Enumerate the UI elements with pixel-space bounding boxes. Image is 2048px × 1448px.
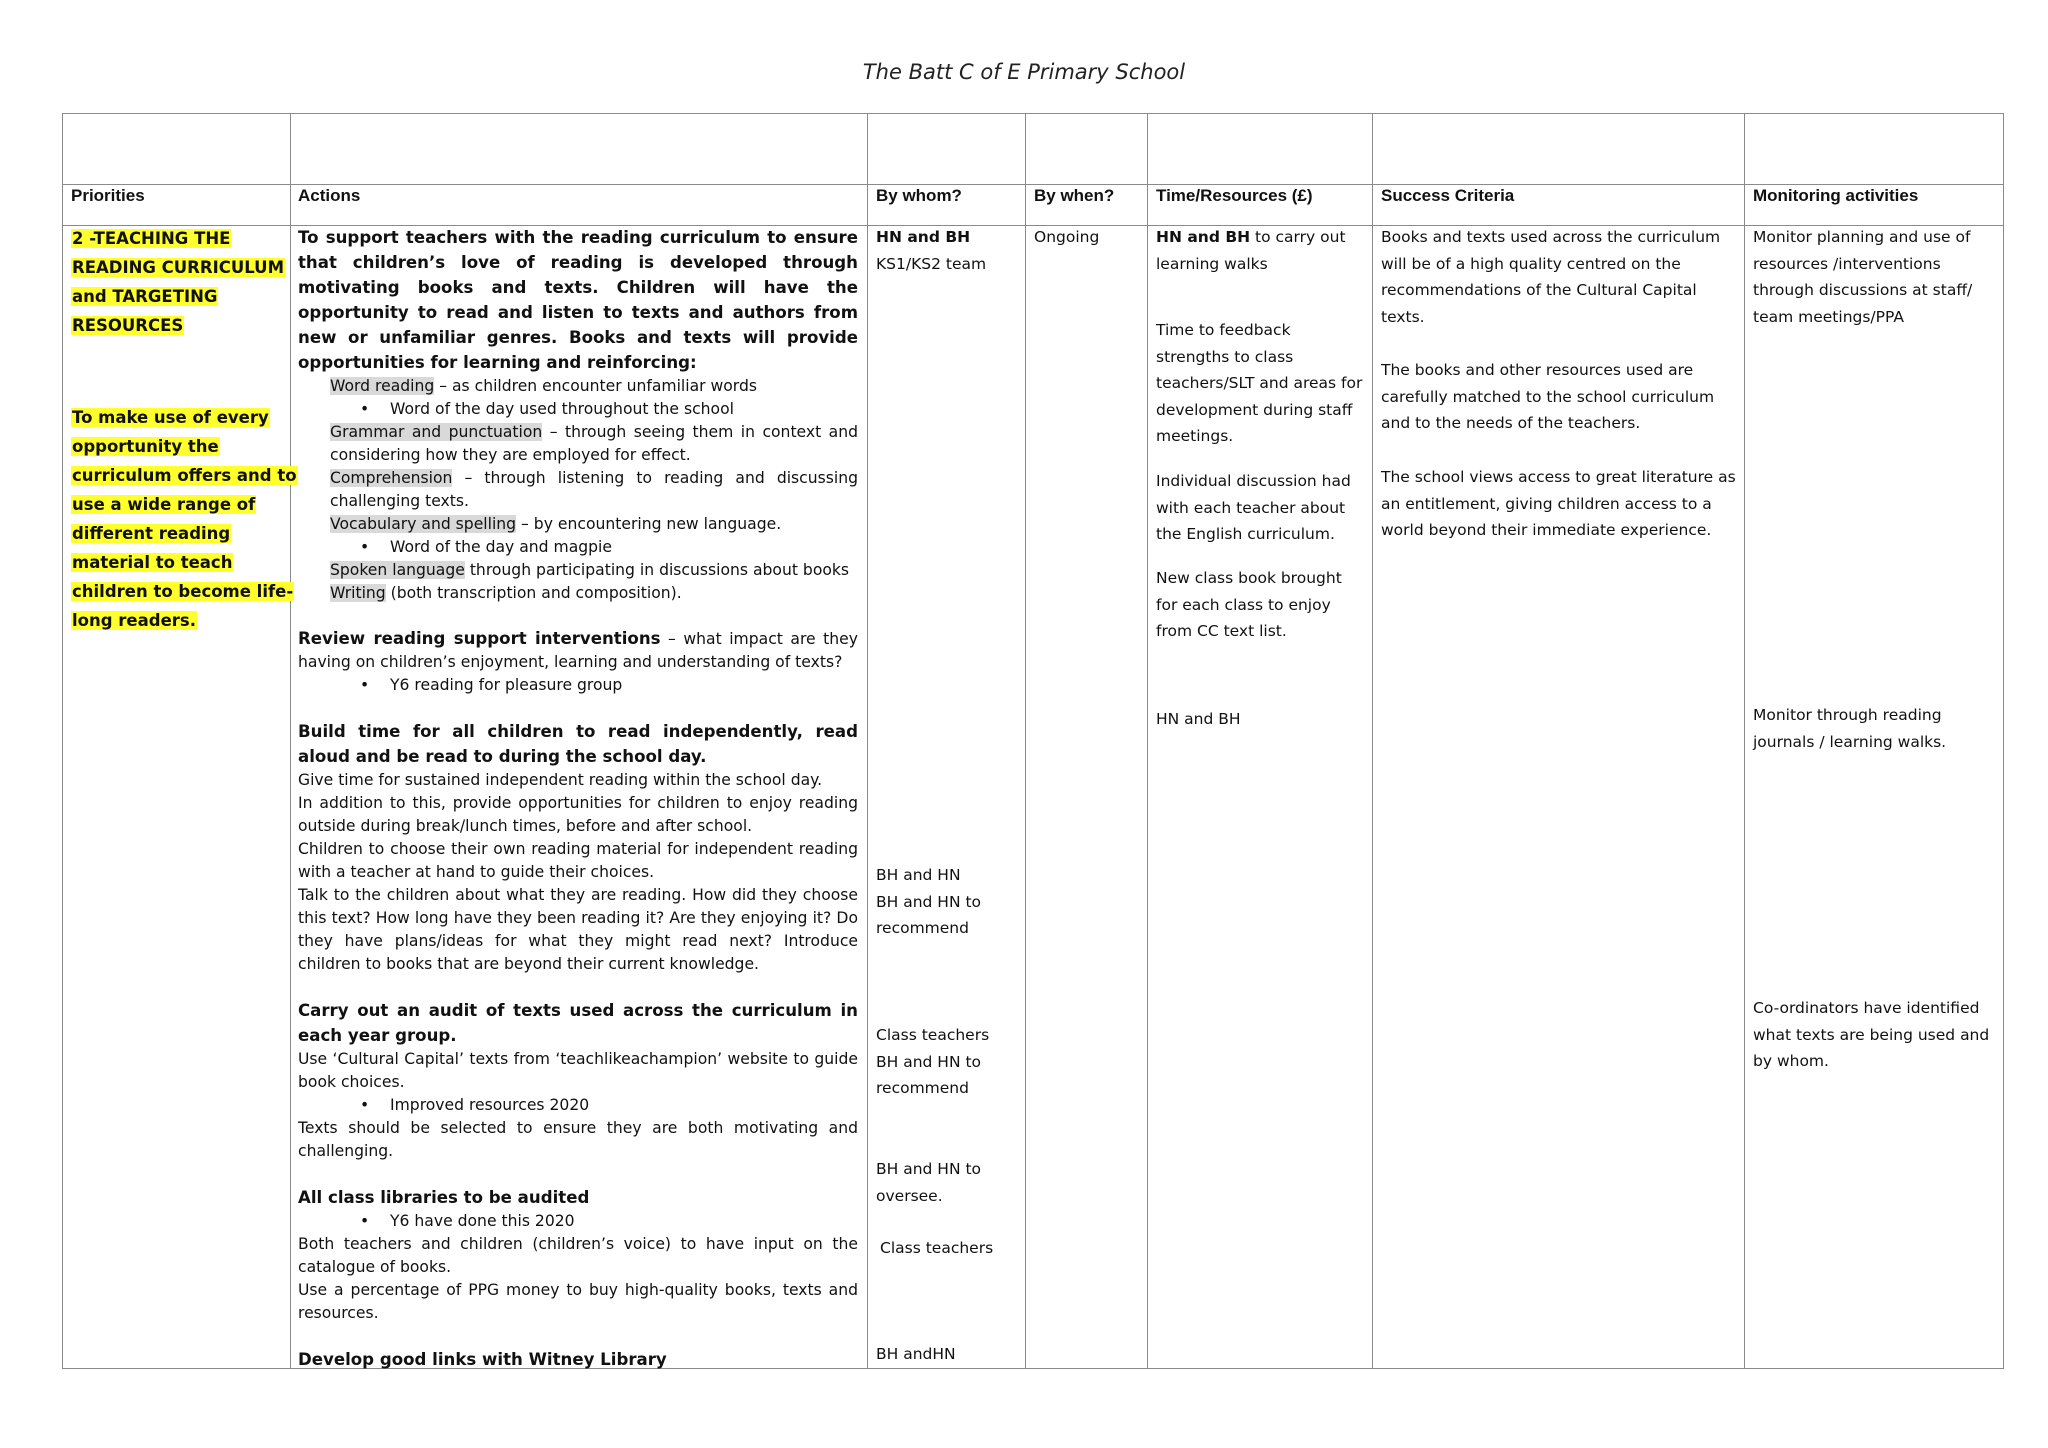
by-whom-cell-5 xyxy=(880,1235,993,1262)
by-whom-text: recommend xyxy=(876,919,969,937)
priority-heading xyxy=(71,224,285,340)
resource-text: Time to feedback xyxy=(1156,321,1291,339)
action-heading: Review reading support interventions xyxy=(298,629,661,648)
header-monitoring: Monitoring activities xyxy=(1753,186,1919,205)
resource-detail: to carry out xyxy=(1250,228,1346,246)
header-success-criteria: Success Criteria xyxy=(1381,186,1515,205)
header-by-whom: By whom? xyxy=(876,186,962,205)
criteria-text: world beyond their immediate experience. xyxy=(1381,521,1712,539)
criteria-text: The books and other resources used are xyxy=(1381,361,1694,379)
by-whom-text: HN and BH xyxy=(876,228,971,246)
criteria-text: carefully matched to the school curriculum xyxy=(1381,387,1715,406)
resource-owner: HN and BH xyxy=(1156,228,1251,246)
by-whom-cell-6 xyxy=(876,1341,956,1368)
resources-feedback xyxy=(1156,317,1362,450)
actions-intro: To support teachers with the reading curriculum to ensure that children’s love of reading is developed through motivating books and texts. Children will have the opportunity to read and listen to texts and authors from new or unfamiliar genres. Books and texts will provide opportunities for learning and reinforcing: xyxy=(298,228,858,372)
skill-label: Writing xyxy=(330,584,386,602)
column-divider xyxy=(1147,114,1148,1368)
resource-text: from CC text list. xyxy=(1156,622,1287,640)
action-text: In addition to this, provide opportunities for children to enjoy reading outside during break/lunch times, before and after school. xyxy=(298,794,858,835)
action-text: Talk to the children about what they are reading. How did they choose this text? How long have they been reading it? Are they enjoying it? Do they have plans/ideas for what they might read next? Introduce children to books that are beyond their current knowledge. xyxy=(298,886,858,973)
bullet-item xyxy=(362,674,858,697)
priority-heading-line: 2 -TEACHING THE xyxy=(72,229,231,248)
header-priorities: Priorities xyxy=(71,186,145,205)
header-time-resources: Time/Resources (£) xyxy=(1156,186,1313,205)
column-divider xyxy=(1744,114,1745,1368)
by-whom-text: Class teachers xyxy=(880,1239,994,1257)
criteria-text: The school views access to great literature as xyxy=(1381,468,1736,486)
criteria-text: and to the needs of the teachers. xyxy=(1381,414,1641,432)
resource-text: the English curriculum. xyxy=(1156,525,1335,543)
resources-discussion xyxy=(1156,468,1351,548)
bullet-text: Improved resources 2020 xyxy=(390,1096,590,1114)
action-item-comprehension xyxy=(330,467,858,513)
action-heading-libraries: All class libraries to be audited xyxy=(298,1188,590,1207)
resource-text: teachers/SLT and areas for xyxy=(1156,374,1363,392)
skill-label: Comprehension xyxy=(330,469,453,487)
by-whom-cell-2 xyxy=(876,862,981,942)
monitoring-text: journals / learning walks. xyxy=(1753,732,1947,751)
priority-heading-line: and TARGETING xyxy=(72,287,218,306)
resource-text xyxy=(1156,224,1346,251)
row-divider xyxy=(63,184,2003,185)
bullet-item xyxy=(362,1210,858,1233)
skill-text: – through seeing them in context and considering how they are employed for effect. xyxy=(330,423,858,464)
monitoring-text: through discussions at staff/ xyxy=(1753,281,1973,299)
skill-label: Grammar and punctuation xyxy=(330,423,543,441)
action-text: Use a percentage of PPG money to buy high-quality books, texts and resources. xyxy=(298,1281,858,1322)
action-heading-witney: Develop good links with Witney Library xyxy=(298,1350,667,1369)
monitoring-text: Monitor planning and use of xyxy=(1753,228,1971,246)
action-text: – what impact are they having on children’s enjoyment, learning and understanding of texts? xyxy=(298,630,858,671)
bullet-text: Word of the day and magpie xyxy=(390,538,612,556)
priority-aim-line: curriculum offers and to xyxy=(72,466,297,485)
bullet-item xyxy=(362,398,858,421)
by-whom-cell-4 xyxy=(876,1156,981,1209)
priority-aim-line: long readers. xyxy=(72,611,196,630)
resource-text: learning walks xyxy=(1156,254,1268,273)
by-when-cell xyxy=(1034,224,1099,251)
by-whom-text: BH and HN xyxy=(876,866,961,884)
action-text: Texts should be selected to ensure they are both motivating and challenging. xyxy=(298,1119,858,1160)
priority-aim-line: material to teach xyxy=(72,553,233,572)
skill-text: – through listening to reading and discussing challenging texts. xyxy=(330,469,858,510)
header-by-when: By when? xyxy=(1034,186,1115,205)
monitoring-3 xyxy=(1753,995,1989,1075)
document-title: The Batt C of E Primary School xyxy=(862,60,1186,84)
resource-text: strengths to class xyxy=(1156,347,1294,366)
bullet-text: Y6 have done this 2020 xyxy=(390,1212,575,1230)
action-heading-audit: Carry out an audit of texts used across the curriculum in each year group. xyxy=(298,1001,858,1045)
action-review xyxy=(298,627,858,674)
header-actions: Actions xyxy=(298,186,361,205)
by-whom-text: BH andHN xyxy=(876,1345,956,1363)
criteria-text: an entitlement, giving children access to a xyxy=(1381,494,1712,513)
resources-learning-walks xyxy=(1156,224,1346,277)
by-whom-text: BH and HN to xyxy=(876,892,982,911)
action-text: Children to choose their own reading material for independent reading with a teacher at hand to guide their choices. xyxy=(298,840,858,881)
skill-text: – as children encounter unfamiliar words xyxy=(434,377,757,395)
by-whom-text: BH and HN to xyxy=(876,1160,982,1178)
monitoring-text: resources /interventions xyxy=(1753,254,1941,273)
priority-heading-line: RESOURCES xyxy=(72,316,184,335)
monitoring-1 xyxy=(1753,224,1972,330)
success-criteria-2 xyxy=(1381,357,1714,437)
by-whom-text: recommend xyxy=(876,1079,969,1097)
resource-text: development during staff xyxy=(1156,400,1353,419)
bullet-item xyxy=(362,1094,858,1117)
action-heading-build-time: Build time for all children to read independently, read aloud and be read to during the school day. xyxy=(298,722,858,766)
skill-label: Spoken language xyxy=(330,561,465,579)
skill-text: through participating in discussions about books xyxy=(464,561,850,579)
by-whom-cell-1 xyxy=(876,224,986,277)
priority-aim-line: use a wide range of xyxy=(72,495,256,514)
action-text: Use ‘Cultural Capital’ texts from ‘teachlikeachampion’ website to guide book choices. xyxy=(298,1050,858,1091)
resource-text: meetings. xyxy=(1156,427,1234,445)
criteria-text: will be of a high quality centred on the xyxy=(1381,254,1681,273)
action-text: Give time for sustained independent reading within the school day. xyxy=(298,771,823,789)
action-item-vocabulary xyxy=(330,513,858,536)
by-whom-text: BH and HN to xyxy=(876,1052,982,1071)
criteria-text: texts. xyxy=(1381,307,1425,326)
column-divider xyxy=(1025,114,1026,1368)
bullet-text: Y6 reading for pleasure group xyxy=(390,676,623,694)
priority-aim-line: opportunity the xyxy=(72,437,219,456)
action-text: Both teachers and children (children’s voice) to have input on the catalogue of books. xyxy=(298,1235,858,1276)
monitoring-text: Monitor through reading xyxy=(1753,706,1942,724)
action-item-writing xyxy=(330,582,858,605)
resource-text: for each class to enjoy xyxy=(1156,595,1331,614)
success-criteria-1 xyxy=(1381,224,1720,330)
action-item-spoken-language xyxy=(330,559,858,582)
column-divider xyxy=(867,114,868,1368)
monitoring-text: Co-ordinators have identified xyxy=(1753,999,1980,1017)
criteria-text: recommendations of the Cultural Capital xyxy=(1381,281,1697,299)
skill-text: – by encountering new language. xyxy=(516,515,782,533)
resource-text: with each teacher about xyxy=(1156,498,1346,517)
priority-aim xyxy=(71,403,298,635)
monitoring-text: what texts are being used and xyxy=(1753,1025,1990,1044)
resources-class-book xyxy=(1156,565,1342,645)
skill-label: Vocabulary and spelling xyxy=(330,515,517,533)
by-whom-text: oversee. xyxy=(876,1186,943,1205)
action-item-grammar xyxy=(330,421,858,467)
monitoring-text: by whom. xyxy=(1753,1052,1829,1070)
by-whom-text: Class teachers xyxy=(876,1026,990,1044)
bullet-item xyxy=(362,536,858,559)
skill-label: Word reading xyxy=(330,377,435,395)
priority-aim-line: different reading xyxy=(72,524,231,543)
resource-text: New class book brought xyxy=(1156,569,1342,587)
by-when-text: Ongoing xyxy=(1034,228,1100,246)
resource-text: Individual discussion had xyxy=(1156,472,1351,490)
criteria-text: Books and texts used across the curriculum xyxy=(1381,228,1721,246)
monitoring-2 xyxy=(1753,702,1946,755)
column-divider xyxy=(1372,114,1373,1368)
priority-aim-line: children to become life- xyxy=(72,582,294,601)
action-item-word-reading xyxy=(330,375,858,398)
bullet-text: Word of the day used throughout the school xyxy=(390,400,734,418)
by-whom-cell-3 xyxy=(876,1022,989,1102)
success-criteria-3 xyxy=(1381,464,1736,544)
resource-text: HN and BH xyxy=(1156,710,1241,728)
column-divider xyxy=(290,114,291,1368)
priority-aim-line: To make use of every xyxy=(72,408,269,427)
skill-text: (both transcription and composition). xyxy=(385,584,682,602)
by-whom-text: KS1/KS2 team xyxy=(876,254,987,273)
resources-hn-bh xyxy=(1156,706,1241,733)
actions-cell xyxy=(298,225,858,1372)
monitoring-text: team meetings/PPA xyxy=(1753,307,1904,326)
priority-heading-line: READING CURRICULUM xyxy=(72,258,284,277)
